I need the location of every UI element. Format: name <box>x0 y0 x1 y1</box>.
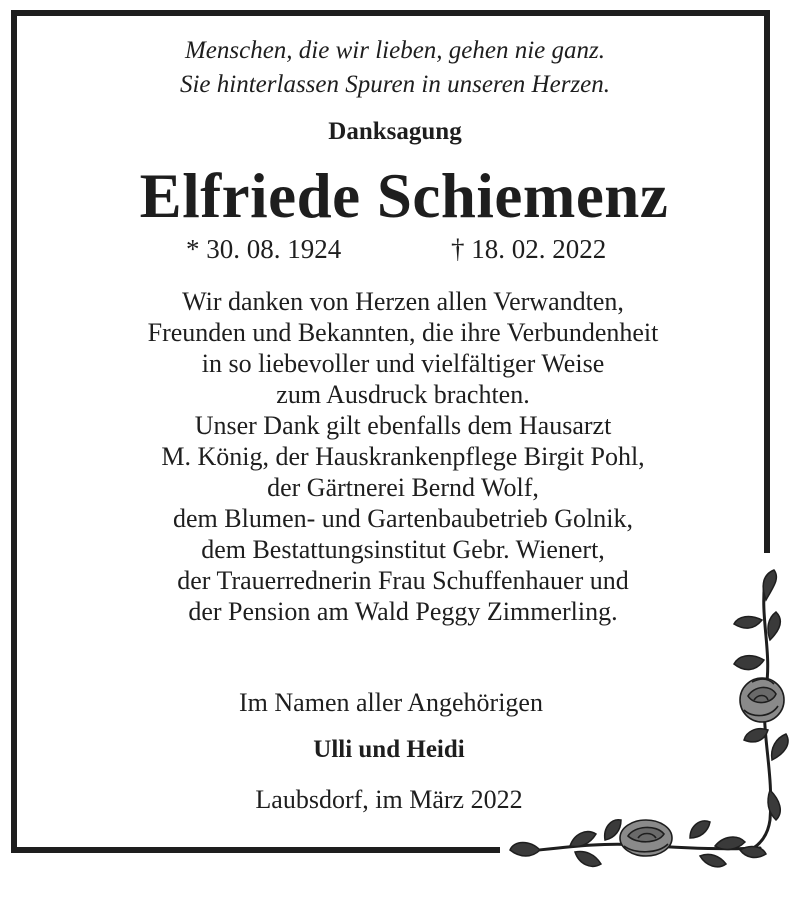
thanks-line: M. König, der Hauskrankenpflege Birgit Pohl, <box>161 442 645 471</box>
thanks-line: dem Blumen- und Gartenbaubetrieb Golnik, <box>173 504 633 533</box>
death-date: † 18. 02. 2022 <box>451 234 607 264</box>
motto-line-1: Menschen, die wir lieben, gehen nie ganz. <box>184 37 606 64</box>
motto-line-2: Sie hinterlassen Spuren in unseren Herzen. <box>179 71 611 98</box>
deceased-name: Elfriede Schiemenz <box>139 161 669 231</box>
thanks-line: in so liebevoller und vielfältiger Weise <box>201 349 605 378</box>
place-date: Laubsdorf, im März 2022 <box>255 785 523 814</box>
thanks-line: der Gärtnerei Bernd Wolf, <box>267 473 539 502</box>
thanks-line: der Pension am Wald Peggy Zimmerling. <box>188 597 618 626</box>
thanks-line: Freunden und Bekannten, die ihre Verbundenheit <box>147 318 659 347</box>
thanks-line: Unser Dank gilt ebenfalls dem Hausarzt <box>194 411 612 440</box>
thanks-line: der Trauerrednerin Frau Schuffenhauer und <box>177 566 629 595</box>
thanks-line: dem Bestattungsinstitut Gebr. Wienert, <box>201 535 605 564</box>
closing-line: Im Namen aller Angehörigen <box>239 688 543 717</box>
notice-heading: Danksagung <box>328 118 462 145</box>
birth-date: * 30. 08. 1924 <box>186 234 342 264</box>
thanks-line: Wir danken von Herzen allen Verwandten, <box>182 287 624 316</box>
thanks-line: zum Ausdruck brachten. <box>276 380 530 409</box>
signature: Ulli und Heidi <box>313 736 465 763</box>
